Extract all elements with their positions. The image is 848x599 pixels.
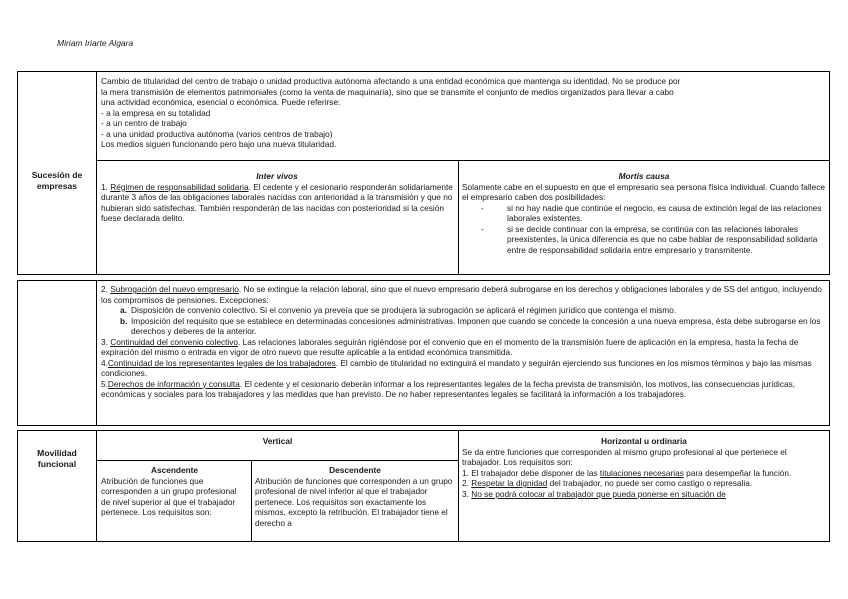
sucesion-cont-cell — [101, 284, 827, 400]
author-name: Miriam Iriarte Algara — [57, 38, 134, 48]
descendente-text: Atribución de funciones que corresponden a un grupo profesional de nivel inferior al que el trabajador pertenece. Los requisitos son exactamente los mismos, excepto la retribución. El trabajador tiene el derecho a — [255, 475, 453, 528]
descendente-header: Descendente — [329, 465, 381, 475]
descendente-cell — [255, 465, 455, 528]
informacion-point: 5.Derechos de información y consulta. El cedente y el cesionario deberán informar a los representantes legales de la fecha prevista de transmisión, los motivos, las consecuencias jurídicas, económicas y sociales para los trabajadores y las medidas que han previsto. De no haber representantes legales se facilitará la información a los trabajadores. — [101, 378, 796, 399]
intro-line: - a una unidad productiva autónoma (varios centros de trabajo) — [101, 128, 333, 139]
horizontal-cell — [462, 436, 826, 540]
subrogacion-point: 2. Subrogación del nuevo empresario. No se extingue la relación laboral, sino que el nuevo empresario deberá subrogarse en los derechos y obligaciones laborales y de SS del antiguo, incluyendo los compromisos de pensiones. Excepciones: — [101, 284, 822, 305]
mortis-causa-item: - si no hay nadie que continúe el negocio, es causa de extinción legal de las relaciones laborales existentes. — [462, 203, 826, 224]
intro-line: una actividad económica, esencial o económica. Puede referirse: — [101, 97, 341, 107]
inter-vivos-point-1: 1. Régimen de responsabilidad solidaria. El cedente y el cesionario responderán solidariamente durante 3 años de las obligaciones laborales nacidas con anterioridad a la transmisión y que no hubieran sido satisfechas. También responderán de las nacidas con posterioridad si la cesión fuese declarada delito. — [101, 181, 453, 223]
convenio-point: 3. Continuidad del convenio colectivo. Las relaciones laborales seguirán rigiéndose por el convenio que en el momento de la transmisión fuere de aplicación en la empresa, hasta la fecha de expiración del mismo o entrada en vigor de otro nuevo que resulte aplicable a la entidad económica transmitida. — [101, 336, 799, 357]
horizontal-req-2: 2. Respetar la dignidad del trabajador, no puede ser como castigo o represalia. — [462, 478, 753, 488]
inter-vivos-cell — [101, 171, 453, 224]
mortis-causa-cell — [462, 171, 826, 255]
movilidad-label: Movilidad funcional — [37, 448, 77, 469]
representantes-point: 4.Continuidad de los representantes legales de los trabajadores. El cambio de titularidad no extinguirá el mandato y seguirán ejerciendo sus funciones en los mismos términos y bajo las mismas condiciones. — [101, 357, 812, 378]
horizontal-header: Horizontal u ordinaria — [601, 436, 687, 446]
exception-item: b. Imposición del requisito que se establece en determinadas concesiones administrativas. Imponen que cuando se concede la concesión a una nueva empresa, ésta debe subrogarse en los derechos y deberes de la anterior. — [120, 315, 821, 336]
ascendente-cell — [101, 465, 248, 518]
sucesion-intro — [101, 76, 827, 150]
ascendente-text: Atribución de funciones que corresponden a un grupo profesional de nivel superior al que el trabajador pertenece. Los requisitos son: — [101, 475, 237, 517]
mortis-causa-header: Mortis causa — [618, 171, 670, 181]
horizontal-text: Se da entre funciones que corresponden al mismo grupo profesional al que pertenece el trabajador. Los requisitos son: — [462, 446, 787, 467]
sucesion-label: Sucesión de empresas — [31, 170, 83, 191]
intro-line: Cambio de titularidad del centro de trabajo o unidad productiva autónoma afectando a una entidad económica que mantenga su identidad. No se produce por — [101, 76, 681, 86]
mortis-causa-text: Solamente cabe en el supuesto en que el empresario sea persona física individual. Cuando fallece el empresario caben dos posibilidades: — [462, 181, 825, 202]
intro-line: - a un centro de trabajo — [101, 118, 187, 128]
exception-item: a. Disposición de convenio colectivo. Si el convenio ya preveía que se produjera la subrogación se aplicará el régimen jurídico que contenga el mismo. — [120, 305, 677, 315]
horizontal-req-3: 3. No se podrá colocar al trabajador que pueda ponerse en situación de — [462, 488, 726, 499]
intro-line: la mera transmisión de elementos patrimoniales (como la venta de maquinaria), sino que se transmite el conjunto de medios organizados para llevar a cabo — [101, 86, 674, 97]
horizontal-req-1: 1. El trabajador debe disponer de las titulaciones necesarias para desempeñar la función. — [462, 467, 792, 478]
mortis-causa-item: - si se decide continuar con la empresa, se continúa con las relaciones laborales preexistentes, la única diferencia es que no cabe hablar de responsabilidad solidaria entre de responsabilidad solidaria entre empresario y transmitente. — [462, 224, 826, 256]
intro-line: Los medios siguen funcionando pero bajo una nueva titularidad. — [101, 139, 337, 149]
vertical-header: Vertical — [262, 436, 293, 446]
intro-line: - a la empresa en su totalidad — [101, 107, 211, 118]
ascendente-header: Ascendente — [150, 465, 199, 475]
inter-vivos-header: Inter vivos — [256, 171, 298, 181]
